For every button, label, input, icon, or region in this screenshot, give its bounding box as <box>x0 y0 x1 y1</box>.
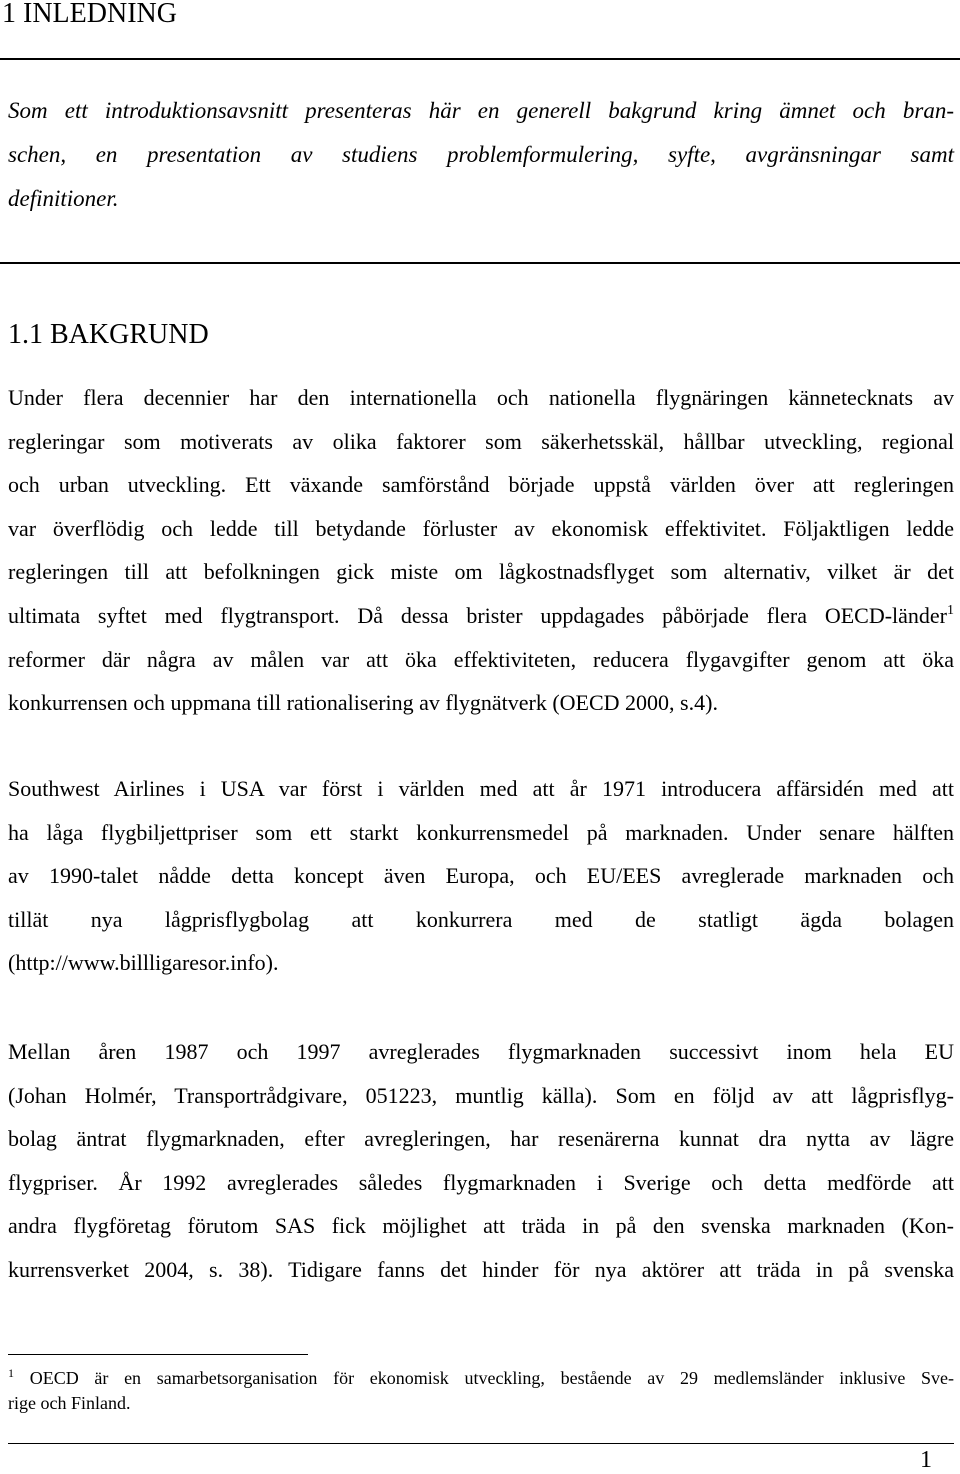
text-line: andra flygföretag förutom SAS fick möjlighet att träda in på den svenska marknaden (Kon- <box>8 1213 954 1239</box>
text-line: regleringar som motiverats av olika faktorer som säkerhetsskäl, hållbar utveckling, regional <box>8 428 954 454</box>
chapter-rule <box>0 58 960 60</box>
intro-line: definitioner. <box>8 186 119 211</box>
footnote-line <box>8 1366 954 1391</box>
intro-line: Som ett introduktionsavsnitt presenteras här en generell bakgrund kring ämnet och bran- <box>8 98 954 123</box>
text-line: ultimata syftet med flygtransport. Då dessa brister uppdagades påbörjade flera OECD-länder <box>8 602 947 628</box>
paragraph-background-1 <box>8 376 954 725</box>
text-line: var överflödig och ledde till betydande förluster av ekonomisk effektivitet. Följaktligen ledde <box>8 515 954 541</box>
text-line: (Johan Holmér, Transportrådgivare, 051223, muntlig källa). Som en följd av att lågprisflyg- <box>8 1082 954 1108</box>
chapter-title: 1 INLEDNING <box>2 0 177 29</box>
text-line: Southwest Airlines i USA var först i världen med att år 1971 introducera affärsidén med att <box>8 776 954 801</box>
text-line: tillät nya lågprisflygbolag att konkurrera med de statligt ägda bolagen <box>8 906 954 932</box>
text-line: kurrensverket 2004, s. 38). Tidigare fanns det hinder för nya aktörer att träda in på svenska <box>8 1256 954 1282</box>
text-line: av 1990-talet nådde detta koncept även Europa, och EU/EES avreglerade marknaden och <box>8 863 954 889</box>
text-line: reformer där några av målen var att öka effektiviteten, reducera flygavgifter genom att öka <box>8 646 954 672</box>
footnote-separator <box>8 1354 308 1355</box>
text-line: ha låga flygbiljettpriser som ett starkt konkurrensmedel på marknaden. Under senare hälften <box>8 819 954 845</box>
footnote-marker: 1 <box>8 1366 14 1380</box>
text-line: regleringen till att befolkningen gick miste om lågkostnadsflyget som alternativ, vilket är det <box>8 559 954 585</box>
paragraph-background-3 <box>8 1030 954 1292</box>
page-number: 1 <box>920 1447 932 1473</box>
text-line: och urban utveckling. Ett växande samförstånd började uppstå världen över att regleringen <box>8 472 954 498</box>
text-line: (http://www.billligaresor.info). <box>8 950 279 976</box>
footnote-text: OECD är en samarbetsorganisation för ekonomisk utveckling, bestående av 29 medlemsländer inklusive Sve- <box>29 1368 954 1388</box>
footnote-reference[interactable]: 1 <box>947 602 954 618</box>
text-line: bolag äntrat flygmarknaden, efter avregleringen, har resenärerna kunnat dra nytta av lägre <box>8 1126 954 1152</box>
text-line-with-footnote <box>8 594 954 638</box>
text-line: flygpriser. År 1992 avreglerades således flygmarknaden i Sverige och detta medförde att <box>8 1169 954 1195</box>
page-footer-rule <box>8 1443 954 1444</box>
intro-line: schen, en presentation av studiens problemformulering, syfte, avgränsningar samt <box>8 142 954 167</box>
text-line: Under flera decennier har den internationella och nationella flygnäringen kännetecknats av <box>8 385 954 410</box>
footnote <box>8 1366 954 1416</box>
paragraph-background-2 <box>8 767 954 985</box>
section-title: 1.1 BAKGRUND <box>8 319 209 350</box>
text-line: konkurrensen och uppmana till rationalisering av flygnätverk (OECD 2000, s.4). <box>8 690 718 716</box>
text-line: Mellan åren 1987 och 1997 avreglerades flygmarknaden successivt inom hela EU <box>8 1039 954 1064</box>
chapter-intro <box>8 89 954 221</box>
intro-rule <box>0 262 960 264</box>
footnote-line: rige och Finland. <box>8 1393 131 1413</box>
